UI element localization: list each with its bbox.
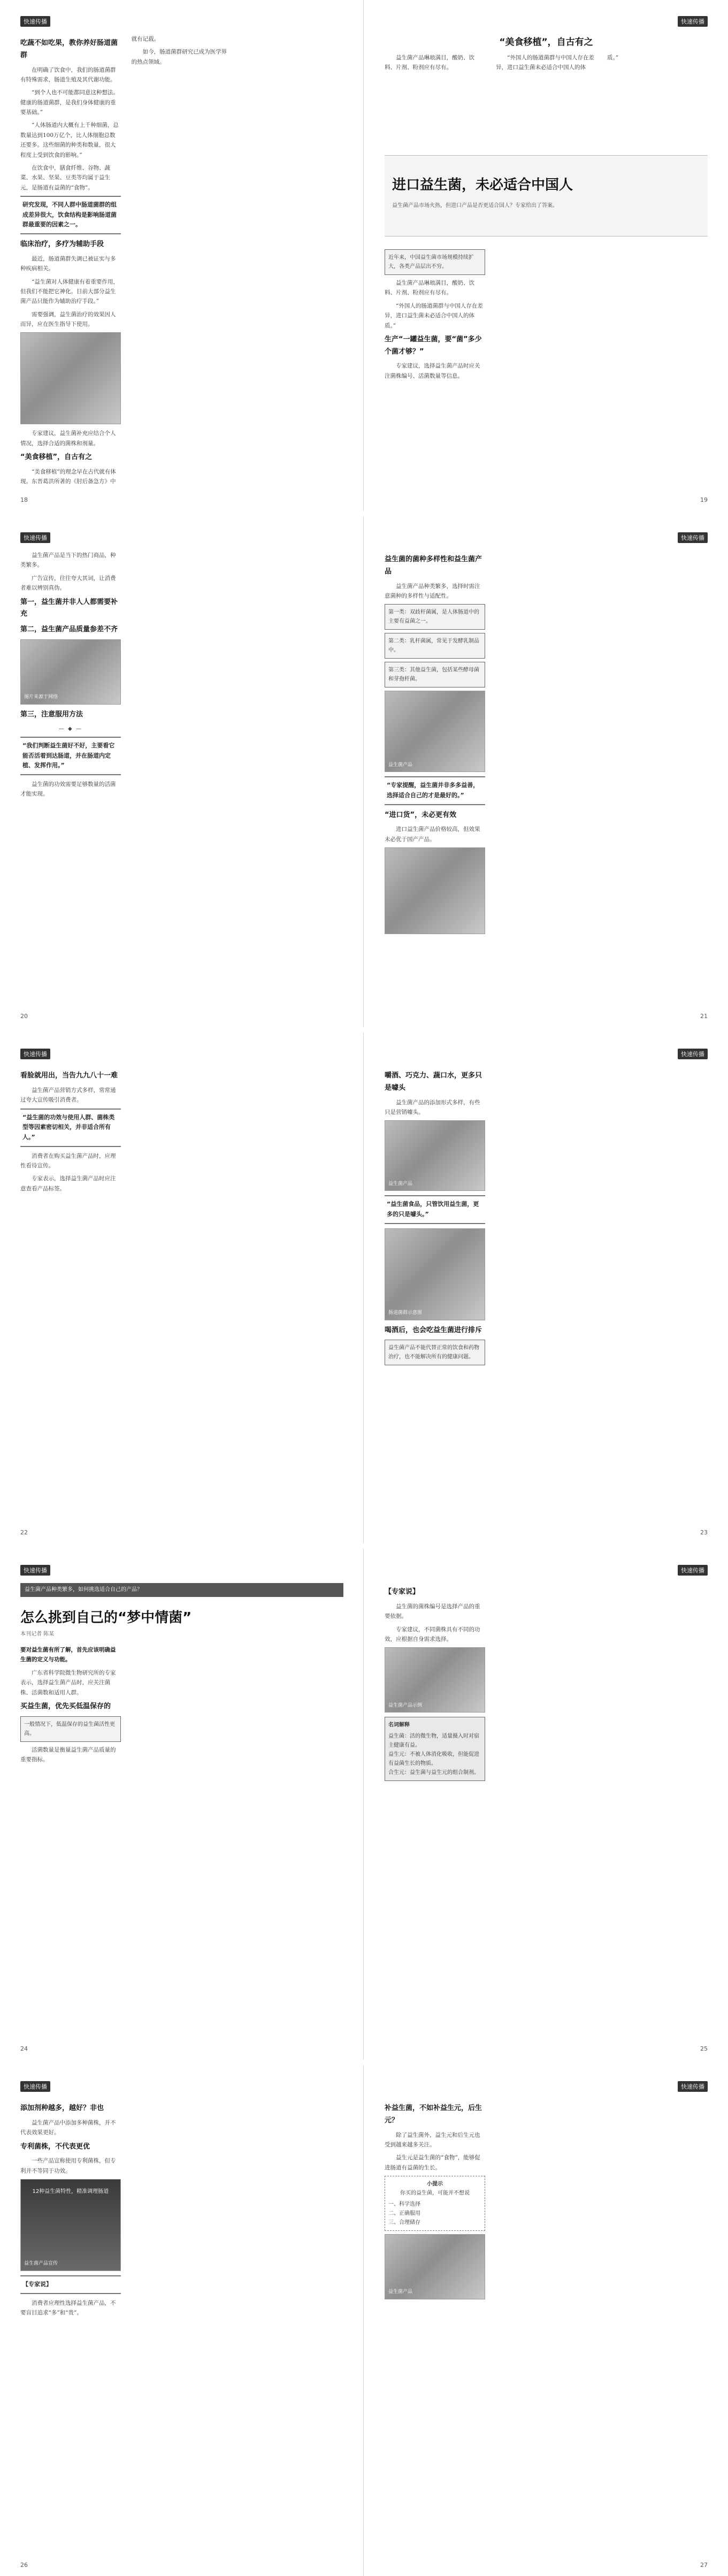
article-columns (385, 246, 708, 487)
paragraph: 广告宣传，往往夸大其词，让消费者难以辨别真伪。 (20, 575, 116, 592)
byline: 本刊记者 陈某 (20, 1631, 55, 1637)
section-heading: 第一，益生菌并非人人都需要补充 (20, 598, 118, 618)
paragraph: 在饮食中，膳食纤维、谷物、蔬菜、水果、坚果、豆类等均属于益生元，是肠道有益菌的“食物”。 (20, 164, 110, 191)
product-photo (385, 691, 485, 772)
spread-5 (0, 2065, 728, 2576)
paragraph: 需要强调，益生菌治疗的效果因人而异，应在医生指导下使用。 (20, 311, 116, 328)
anatomy-illustration (385, 1228, 485, 1320)
article-columns (385, 551, 708, 1004)
section-heading: “美食移植”，自古有之 (20, 453, 93, 462)
paragraph: 活菌数量是衡量益生菌产品质量的重要指标。 (20, 1746, 116, 1763)
paragraph: “益生菌对人体健康有着重要作用，但我们不能把它神化。目前大部分益生菌产品只能作为辅助治疗手段。” (20, 278, 119, 305)
article-title: 嚼酒、巧克力、蔬口水，更多只是噱头 (385, 1072, 482, 1092)
info-box: 近年来，中国益生菌市场规模持续扩大，各类产品层出不穷。 (385, 249, 485, 275)
divider: — ◆ — (58, 725, 82, 732)
paragraph: 益生元是益生菌的“食物”，能够促进肠道有益菌的生长。 (385, 2154, 480, 2171)
pull-quote: “益生菌的功效与使用人群、菌株类型等因素密切相关，并非适合所有人。” (20, 1109, 121, 1147)
promo-title: 12种益生菌特性，精准调理肠道 (32, 2189, 109, 2195)
page-right (364, 516, 728, 1027)
paragraph: 专家建议，益生菌补充应结合个人情况，选择合适的菌株和剂量。 (20, 430, 116, 447)
food-photo (20, 332, 121, 424)
info-box: 益生菌产品不能代替正常的饮食和药物治疗，也不能解决所有的健康问题。 (385, 1340, 485, 1365)
pull-quote: “我们判断益生菌好不好，主要看它能否活着到达肠道，并在肠道内定植、发挥作用。” (20, 737, 121, 775)
paragraph: 益生菌产品是当下的热门商品，种类繁多。 (20, 552, 116, 569)
section-tag: 快速传播 (20, 2081, 50, 2092)
image-caption: 图片来源于网络 (24, 694, 58, 700)
page-number: 22 (20, 1529, 28, 1536)
lead-box (385, 155, 708, 236)
product-photo (385, 1120, 485, 1191)
article-columns (20, 34, 343, 487)
product-photo (20, 639, 121, 705)
article-title: 益生菌的菌种多样性和益生菌产品 (385, 555, 482, 576)
section-tag: 快速传播 (20, 1565, 50, 1576)
section-heading: 买益生菌，优先买低温保存的 (20, 1702, 111, 1710)
page-number: 27 (700, 2562, 708, 2569)
page-number: 23 (700, 1529, 708, 1536)
image-caption: 益生菌产品宣传 (24, 2261, 58, 2267)
spread-4 (0, 1549, 728, 2060)
paragraph: 除了益生菌外，益生元和后生元也受到越来越多关注。 (385, 2131, 480, 2148)
paragraph: 专家表示，选择益生菌产品时应注意查看产品标签。 (20, 1175, 116, 1192)
page-number: 19 (700, 496, 708, 503)
paragraph: 最近，肠道菌群失调已被证实与多种疾病相关。 (20, 255, 116, 272)
page-number: 24 (20, 2045, 28, 2052)
glossary-item: 益生菌：活的微生物，适量摄入时对宿主健康有益。 (388, 1733, 479, 1749)
paragraph: 如今，肠道菌群研究已成为医学界的热点领域。 (131, 49, 227, 65)
paragraph: 益生菌产品的添加形式多样，有些只是营销噱头。 (385, 1099, 480, 1115)
quote-text (385, 53, 708, 73)
article-columns (20, 1645, 343, 2036)
page-left (0, 2065, 364, 2576)
page-number: 20 (20, 1013, 28, 1020)
section-heading: 第三，注意服用方法 (20, 710, 83, 718)
info-box: 一般情况下，低温保存的益生菌活性更高。 (20, 1716, 121, 1742)
image-caption: 益生菌产品 (388, 1181, 413, 1187)
paragraph: 益生菌产品琳琅满目，酸奶、饮料、片剂、粉剂应有尽有。 (385, 55, 474, 71)
page-number: 25 (700, 2045, 708, 2052)
tips-title: 小提示 (427, 2181, 443, 2187)
pull-quote: “专家提醒，益生菌并非多多益善，选择适合自己的才是最好的。” (385, 776, 485, 805)
paragraph: 益生菌产品种类繁多，选择时需注意菌种的多样性与适配性。 (385, 583, 480, 599)
glossary-item: 合生元：益生菌与益生元的组合制剂。 (388, 1770, 479, 1776)
pull-quote: “益生菌食品，只管饮用益生菌，更多的只是噱头。” (385, 1195, 485, 1224)
pull-quote: 【专家说】 (20, 2275, 121, 2294)
paragraph: 进口益生菌产品价格较高，但效果未必优于国产产品。 (385, 826, 480, 843)
paragraph: “人体肠道内大概有上千种细菌，总数量达到100万亿个，比人体细胞总数还要多。这些细菌的种类和数量，很大程度上受到饮食的影响。” (20, 122, 119, 158)
paragraph: 益生菌的菌株编号是选择产品的重要依据。 (385, 1603, 480, 1620)
page-right (364, 0, 728, 511)
pull-quote: 研究发现，不同人群中肠道菌群的组成差异很大，饮食结构是影响肠道菌群最重要的因素之一。 (20, 196, 121, 234)
article-title: 怎么挑到自己的“梦中情菌” (20, 1610, 192, 1626)
product-photo (385, 1647, 485, 1713)
tips-item: 一、科学选择 (388, 2202, 420, 2207)
page-right (364, 1033, 728, 1543)
paragraph: 益生菌的功效需要足够数量的活菌才能实现。 (20, 781, 116, 798)
paragraph: “到个人也不可能都同意这种想法。健康的肠道菌群，是我们身体健康的重要基础。” (20, 89, 119, 116)
section-heading: 喝酒后，也会吃益生菌进行排斥 (385, 1326, 482, 1334)
article-columns (20, 2099, 343, 2552)
section-tag: 快速传播 (20, 16, 50, 27)
section-tag: 快速传播 (678, 1049, 708, 1059)
paragraph: 消费者应理性选择益生菌产品，不要盲目追求“多”和“贵”。 (20, 2299, 116, 2317)
paragraph: 专家建议，选择益生菌产品时应关注菌株编号、活菌数量等信息。 (385, 363, 480, 379)
section-heading: 生产“一罐益生菌，要“菌”多少个菌才够？” (385, 335, 482, 356)
article-columns (20, 1067, 343, 1520)
quote-title: “美食移植”，自古有之 (499, 37, 593, 48)
image-caption: 益生菌产品示例 (388, 1702, 423, 1708)
paragraph: 广东省科学院微生物研究所的专家表示，选择益生菌产品时，应关注菌株、活菌数和适用人群。 (20, 1669, 116, 1696)
section-tag: 快速传播 (678, 16, 708, 27)
image-caption: 益生菌产品 (388, 2289, 413, 2295)
tips-box (385, 2176, 485, 2231)
page-left (0, 0, 364, 511)
promo-image (20, 2179, 121, 2271)
tips-subtitle: 你买的益生菌，可能并不想说 (400, 2190, 470, 2196)
paragraph: “美食移植”的理念早在古代就有体现。东晋葛洪所著的《肘后备急方》中就有记载。 (20, 36, 160, 485)
info-box: 第二类：乳杆菌属，常见于发酵乳制品中。 (385, 633, 485, 659)
section-tag: 快速传播 (678, 1565, 708, 1576)
paragraph: 益生菌产品中添加多种菌株，并不代表效果更好。 (20, 2119, 116, 2136)
article-columns (20, 551, 343, 1004)
tips-item: 三、合理储存 (388, 2220, 420, 2226)
glossary-title: 名词解释 (388, 1722, 410, 1729)
paragraph: 一些产品宣称使用专利菌株，但专利并不等同于功效。 (20, 2158, 116, 2174)
glossary-item: 益生元：不被人体消化吸收，但能促进有益菌生长的物质。 (388, 1752, 479, 1767)
page-right (364, 2065, 728, 2576)
section-heading: 【专家说】 (385, 1588, 420, 1596)
quote-block (385, 34, 708, 141)
page-number: 26 (20, 2562, 28, 2569)
child-photo (385, 847, 485, 934)
section-tag: 快速传播 (678, 2081, 708, 2092)
paragraph: 专家建议，不同菌株具有不同的功效，应根据自身需求选择。 (385, 1626, 480, 1642)
paragraph: “外国人的肠道菌群与中国人存在差异，进口益生菌未必适合中国人的体质。” (496, 55, 619, 71)
page-number: 21 (700, 1013, 708, 1020)
lead-paragraph: 要对益生菌有所了解，首先应该明确益生菌的定义与功能。 (20, 1647, 116, 1663)
article-title: 看脸就用出，当告九九八十一难 (20, 1072, 118, 1080)
section-heading: 第二，益生菌产品质量参差不齐 (20, 625, 118, 633)
page-right (364, 1549, 728, 2060)
paragraph: “外国人的肠道菌群与中国人存在差异，进口益生菌未必适合中国人的体质。” (385, 302, 483, 329)
section-heading: 专利菌株，不代表更优 (20, 2142, 90, 2151)
page-number: 18 (20, 496, 28, 503)
glossary-box (385, 1717, 485, 1781)
page-left (0, 516, 364, 1027)
lead-title: 进口益生菌，未必适合中国人 (392, 177, 573, 193)
article-columns (385, 2099, 708, 2552)
paragraph: 益生菌产品营销方式多样，常常通过夸大宣传吸引消费者。 (20, 1087, 116, 1104)
article-columns (385, 1067, 708, 1520)
info-box: 第三类：其他益生菌，包括某些酵母菌和芽孢杆菌。 (385, 662, 485, 687)
page-left (0, 1033, 364, 1543)
section-heading: “进口货”，未必更有效 (385, 811, 457, 819)
paragraph: 消费者在购买益生菌产品时，应理性看待宣传。 (20, 1152, 116, 1169)
article-columns (385, 1583, 708, 2036)
section-heading: 补益生菌，不如补益生元，后生元？ (385, 2104, 482, 2124)
info-box: 第一类：双歧杆菌属，是人体肠道中的主要有益菌之一。 (385, 604, 485, 630)
product-photo (385, 2234, 485, 2299)
spread-1 (0, 0, 728, 511)
lead-subtitle: 益生菌产品市场火热，但进口产品是否更适合国人？专家给出了答案。 (392, 203, 558, 209)
section-tag: 快速传播 (20, 1049, 50, 1059)
spread-2 (0, 516, 728, 1027)
paragraph: 益生菌产品琳琅满目，酸奶、饮料、片剂、粉剂应有尽有。 (385, 280, 474, 296)
paragraph: 在明确了饮食中，我们的肠道菌群有特殊需求，肠道生殖及其代谢功能。 (20, 66, 116, 83)
article-title: 添加剂种越多，越好？非也 (20, 2104, 104, 2112)
banner: 益生菌产品种类繁多，如何挑选适合自己的产品？ (20, 1583, 343, 1597)
spread-3 (0, 1033, 728, 1543)
article-title: 吃蔬不如吃果，教你养好肠道菌群 (20, 39, 118, 59)
section-heading: 临床治疗，多疗为辅助手段 (20, 240, 104, 249)
image-caption: 益生菌产品 (388, 762, 413, 768)
image-caption: 肠道菌群示意图 (388, 1310, 423, 1316)
section-tag: 快速传播 (20, 532, 50, 543)
page-left (0, 1549, 364, 2060)
section-tag: 快速传播 (678, 532, 708, 543)
tips-item: 二、正确服用 (388, 2211, 420, 2216)
